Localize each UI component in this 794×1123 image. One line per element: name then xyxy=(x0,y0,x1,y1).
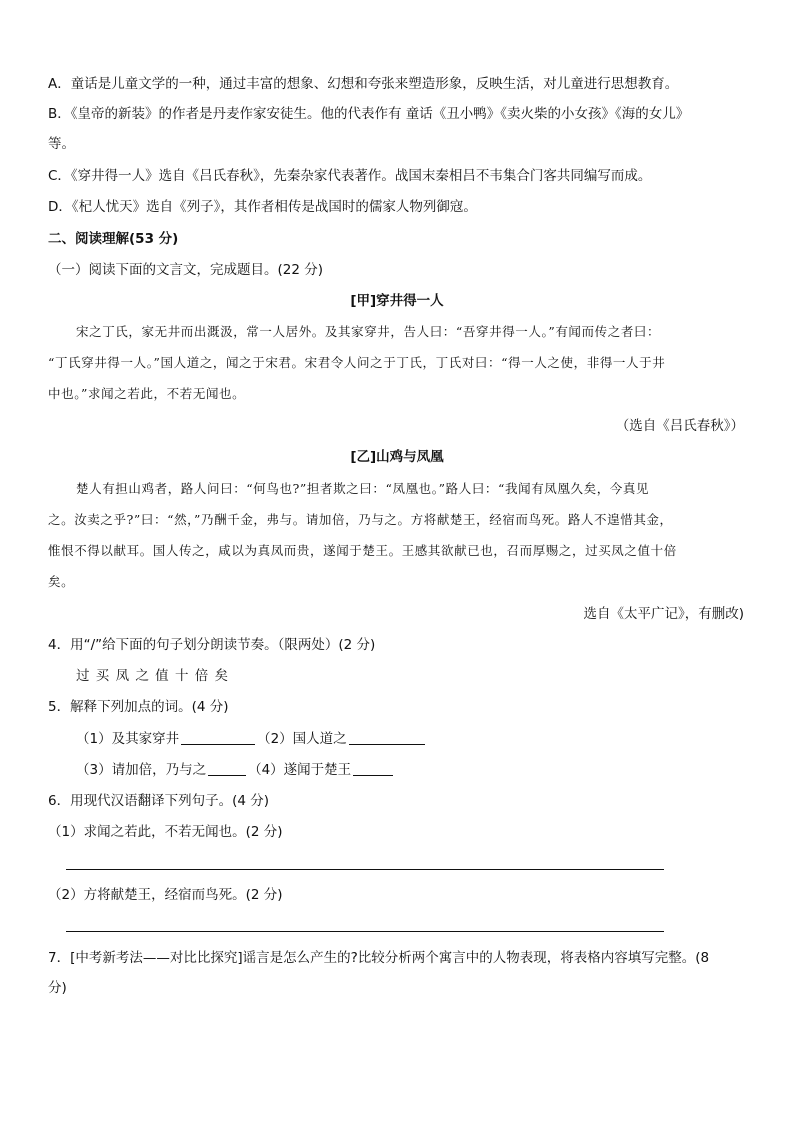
answer-blank-4[interactable] xyxy=(353,760,393,776)
q5-item-1: （1）及其家穿井 xyxy=(76,731,180,747)
answer-line-2[interactable] xyxy=(66,931,664,932)
passage-yi-line: 矣。 xyxy=(48,574,75,589)
option-b-line1: B．《皇帝的新装》的作者是丹麦作家安徒生。他的代表作有 童话《丑小鸭》《卖火柴的小女孩》《海的女儿》 xyxy=(48,106,690,122)
answer-blank-2[interactable] xyxy=(349,729,425,745)
question-7-line1: 7．[中考新考法——对比比探究]谣言是怎么产生的?比较分析两个寓言中的人物表现，将表格内容填写完整。(8 xyxy=(48,950,710,966)
option-c: C．《穿井得一人》选自《吕氏春秋》，先秦杂家代表著作。战国末秦相吕不韦集合门客共同编写而成。 xyxy=(48,168,652,184)
passage-yi-line: 楚人有担山鸡者，路人问曰：“何鸟也?”担者欺之曰：“凤凰也。”路人曰：“我闻有凤凰久矣，今真见 xyxy=(76,481,650,496)
option-b-line2: 等。 xyxy=(48,136,75,152)
q5-item-3: （3）请加倍，乃与之 xyxy=(76,762,207,778)
question-5: 5．解释下列加点的词。(4 分) xyxy=(48,699,229,715)
passage-yi-line: 惟恨不得以献耳。国人传之，咸以为真凤而贵，遂闻于楚王。王感其欲献已也，召而厚赐之，过买凤之值十倍 xyxy=(48,543,677,558)
option-d: D．《杞人忧天》选自《列子》，其作者相传是战国时的儒家人物列御寇。 xyxy=(48,199,477,215)
question-7-line2: 分) xyxy=(48,980,67,996)
answer-blank-3[interactable] xyxy=(208,760,246,776)
section-heading: 二、阅读理解(53 分) xyxy=(48,231,179,247)
passage-jia-source: （选自《吕氏春秋》） xyxy=(615,418,744,434)
subsection-instruction: （一）阅读下面的文言文，完成题目。(22 分) xyxy=(48,262,324,278)
passage-yi-title: [乙]山鸡与凤凰 xyxy=(350,449,444,465)
q5-item-4: （4）遂闻于楚王 xyxy=(248,762,352,778)
answer-line-1[interactable] xyxy=(66,869,664,870)
passage-yi-source: 选自《太平广记》，有删改) xyxy=(583,606,744,622)
question-6-item-1: （1）求闻之若此，不若无闻也。(2 分) xyxy=(48,824,283,840)
passage-jia-line: “丁氏穿井得一人。”国人道之，闻之于宋君。宋君令人问之于丁氏，丁氏对曰：“得一人之使，非得一人于井 xyxy=(48,355,666,370)
option-a: A．童话是儿童文学的一种，通过丰富的想象、幻想和夸张来塑造形象，反映生活，对儿童进行思想教育。 xyxy=(48,76,679,92)
question-4: 4．用“/”给下面的句子划分朗读节奏。（限两处）(2 分) xyxy=(48,637,376,653)
passage-jia-line: 宋之丁氏，家无井而出溉汲，常一人居外。及其家穿井，告人曰：“吾穿井得一人。”有闻而传之者曰： xyxy=(76,324,661,339)
question-6: 6．用现代汉语翻译下列句子。(4 分) xyxy=(48,793,270,809)
passage-jia-title: [甲]穿井得一人 xyxy=(350,293,444,309)
question-6-item-2: （2）方将献楚王，经宿而鸟死。(2 分) xyxy=(48,887,283,903)
question-5-row2 xyxy=(76,760,395,780)
passage-yi-line: 之。汝卖之乎?”曰：“然，”乃酬千金，弗与。请加倍，乃与之。方将献楚王，经宿而鸟死。路人不遑惜其金， xyxy=(48,512,673,527)
question-4-sentence: 过 买 凤 之 值 十 倍 矣 xyxy=(76,668,230,684)
question-5-row1 xyxy=(76,729,427,749)
answer-blank-1[interactable] xyxy=(181,729,255,745)
q5-item-2: （2）国人道之 xyxy=(257,731,347,747)
passage-jia-line: 中也。”求闻之若此，不若无闻也。 xyxy=(48,386,246,401)
